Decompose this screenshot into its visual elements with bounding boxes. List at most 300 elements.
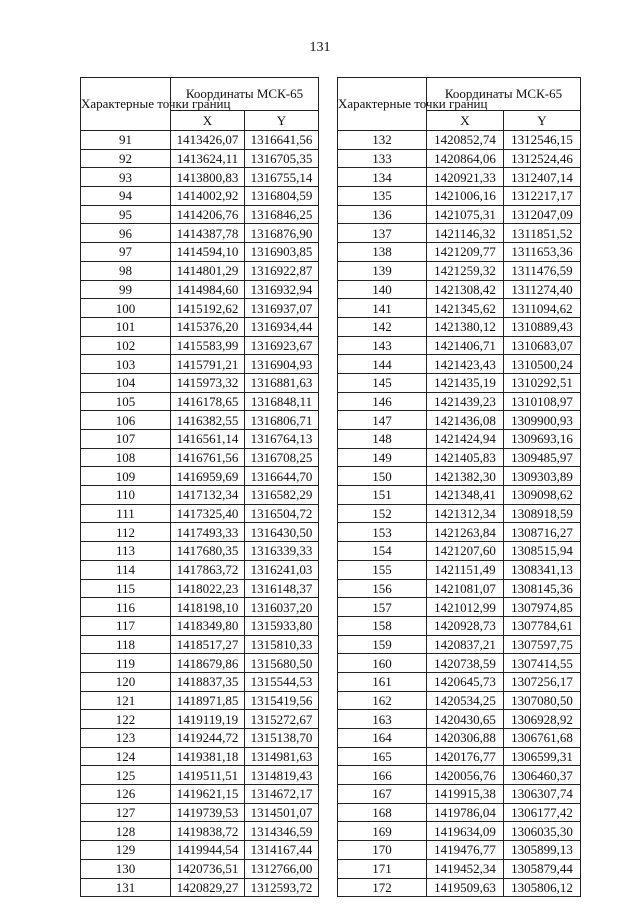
y-coordinate-cell: 1307414,55: [504, 654, 581, 673]
y-coordinate-cell: 1311094,62: [504, 299, 581, 318]
point-number-cell: 93: [81, 168, 171, 187]
point-number-cell: 171: [338, 859, 427, 878]
table-row: [81, 261, 319, 280]
y-coordinate-cell: 1316934,44: [245, 317, 319, 336]
point-number-cell: 92: [81, 149, 171, 168]
x-coordinate-cell: 1419511,51: [171, 766, 245, 785]
table-row: [81, 841, 319, 860]
point-number-cell: 148: [338, 430, 427, 449]
point-number-cell: 96: [81, 224, 171, 243]
point-number-cell: 109: [81, 467, 171, 486]
y-coordinate-cell: 1314501,07: [245, 803, 319, 822]
point-number-cell: 158: [338, 616, 427, 635]
x-coordinate-cell: 1418349,80: [171, 616, 245, 635]
x-coordinate-cell: 1421406,71: [427, 336, 504, 355]
y-coordinate-cell: 1315680,50: [245, 654, 319, 673]
header-points: Характерные точки границ: [338, 78, 427, 131]
y-coordinate-cell: 1316922,87: [245, 261, 319, 280]
table-row: [81, 729, 319, 748]
point-number-cell: 129: [81, 841, 171, 860]
table-row: [338, 149, 581, 168]
point-number-cell: 108: [81, 448, 171, 467]
y-coordinate-cell: 1308918,59: [504, 504, 581, 523]
point-number-cell: 166: [338, 766, 427, 785]
table-row: [81, 205, 319, 224]
table-row: [81, 654, 319, 673]
x-coordinate-cell: 1421423,43: [427, 355, 504, 374]
table-row: [81, 635, 319, 654]
y-coordinate-cell: 1315544,53: [245, 672, 319, 691]
point-number-cell: 97: [81, 243, 171, 262]
x-coordinate-cell: 1421259,32: [427, 261, 504, 280]
point-number-cell: 150: [338, 467, 427, 486]
x-coordinate-cell: 1413800,83: [171, 168, 245, 187]
y-coordinate-cell: 1316504,72: [245, 504, 319, 523]
y-coordinate-cell: 1306599,31: [504, 747, 581, 766]
table-row: [338, 317, 581, 336]
header-y: Y: [504, 111, 581, 131]
x-coordinate-cell: 1421012,99: [427, 598, 504, 617]
y-coordinate-cell: 1316644,70: [245, 467, 319, 486]
y-coordinate-cell: 1314167,44: [245, 841, 319, 860]
point-number-cell: 91: [81, 131, 171, 150]
table-row: [338, 373, 581, 392]
point-number-cell: 145: [338, 373, 427, 392]
x-coordinate-cell: 1419621,15: [171, 785, 245, 804]
x-coordinate-cell: 1416959,69: [171, 467, 245, 486]
y-coordinate-cell: 1316241,03: [245, 560, 319, 579]
table-row: [81, 224, 319, 243]
point-number-cell: 103: [81, 355, 171, 374]
x-coordinate-cell: 1416761,56: [171, 448, 245, 467]
point-number-cell: 118: [81, 635, 171, 654]
y-coordinate-cell: 1316641,56: [245, 131, 319, 150]
page-number: 131: [309, 40, 331, 55]
x-coordinate-cell: 1421146,32: [427, 224, 504, 243]
point-number-cell: 163: [338, 710, 427, 729]
x-coordinate-cell: 1415973,32: [171, 373, 245, 392]
point-number-cell: 112: [81, 523, 171, 542]
table-row: [338, 878, 581, 897]
y-coordinate-cell: 1316339,33: [245, 542, 319, 561]
coordinates-table-left: [80, 77, 319, 897]
x-coordinate-cell: 1419509,63: [427, 878, 504, 897]
y-coordinate-cell: 1312407,14: [504, 168, 581, 187]
table-row: [81, 373, 319, 392]
point-number-cell: 102: [81, 336, 171, 355]
point-number-cell: 123: [81, 729, 171, 748]
y-coordinate-cell: 1307974,85: [504, 598, 581, 617]
x-coordinate-cell: 1419915,38: [427, 785, 504, 804]
point-number-cell: 165: [338, 747, 427, 766]
y-coordinate-cell: 1312217,17: [504, 187, 581, 206]
x-coordinate-cell: 1415192,62: [171, 299, 245, 318]
table-row: [81, 766, 319, 785]
x-coordinate-cell: 1416178,65: [171, 392, 245, 411]
y-coordinate-cell: 1315810,33: [245, 635, 319, 654]
x-coordinate-cell: 1414002,92: [171, 187, 245, 206]
header-points: Характерные точки границ: [81, 78, 171, 131]
point-number-cell: 124: [81, 747, 171, 766]
header-coordinates: Координаты МСК-65: [171, 78, 319, 111]
x-coordinate-cell: 1418022,23: [171, 579, 245, 598]
point-number-cell: 156: [338, 579, 427, 598]
table-row: [81, 560, 319, 579]
x-coordinate-cell: 1414984,60: [171, 280, 245, 299]
x-coordinate-cell: 1421207,60: [427, 542, 504, 561]
point-number-cell: 125: [81, 766, 171, 785]
header-x: X: [171, 111, 245, 131]
x-coordinate-cell: 1419786,04: [427, 803, 504, 822]
y-coordinate-cell: 1306761,68: [504, 729, 581, 748]
table-row: [81, 392, 319, 411]
table-body-left: [81, 131, 319, 897]
table-row: [338, 448, 581, 467]
x-coordinate-cell: 1420738,59: [427, 654, 504, 673]
table-row: [338, 486, 581, 505]
table-row: [338, 579, 581, 598]
x-coordinate-cell: 1421439,23: [427, 392, 504, 411]
table-row: [81, 168, 319, 187]
point-number-cell: 154: [338, 542, 427, 561]
point-number-cell: 128: [81, 822, 171, 841]
y-coordinate-cell: 1309693,16: [504, 430, 581, 449]
y-coordinate-cell: 1312593,72: [245, 878, 319, 897]
y-coordinate-cell: 1307597,75: [504, 635, 581, 654]
table-row: [81, 317, 319, 336]
table-row: [338, 691, 581, 710]
table-row: [338, 336, 581, 355]
y-coordinate-cell: 1309303,89: [504, 467, 581, 486]
point-number-cell: 127: [81, 803, 171, 822]
table-row: [338, 598, 581, 617]
y-coordinate-cell: 1316881,63: [245, 373, 319, 392]
x-coordinate-cell: 1420852,74: [427, 131, 504, 150]
table-row: [338, 224, 581, 243]
x-coordinate-cell: 1421435,19: [427, 373, 504, 392]
point-number-cell: 99: [81, 280, 171, 299]
y-coordinate-cell: 1308716,27: [504, 523, 581, 542]
point-number-cell: 147: [338, 411, 427, 430]
y-coordinate-cell: 1310889,43: [504, 317, 581, 336]
x-coordinate-cell: 1420056,76: [427, 766, 504, 785]
y-coordinate-cell: 1315933,80: [245, 616, 319, 635]
point-number-cell: 151: [338, 486, 427, 505]
table-row: [338, 411, 581, 430]
table-row: [81, 822, 319, 841]
header-y: Y: [245, 111, 319, 131]
table-row: [81, 411, 319, 430]
x-coordinate-cell: 1418679,86: [171, 654, 245, 673]
point-number-cell: 126: [81, 785, 171, 804]
x-coordinate-cell: 1414206,76: [171, 205, 245, 224]
y-coordinate-cell: 1306177,42: [504, 803, 581, 822]
point-number-cell: 172: [338, 878, 427, 897]
x-coordinate-cell: 1421151,49: [427, 560, 504, 579]
point-number-cell: 105: [81, 392, 171, 411]
point-number-cell: 141: [338, 299, 427, 318]
x-coordinate-cell: 1419119,19: [171, 710, 245, 729]
x-coordinate-cell: 1418198,10: [171, 598, 245, 617]
y-coordinate-cell: 1310683,07: [504, 336, 581, 355]
point-number-cell: 132: [338, 131, 427, 150]
y-coordinate-cell: 1316932,94: [245, 280, 319, 299]
point-number-cell: 114: [81, 560, 171, 579]
point-number-cell: 110: [81, 486, 171, 505]
y-coordinate-cell: 1316705,35: [245, 149, 319, 168]
y-coordinate-cell: 1306307,74: [504, 785, 581, 804]
table-row: [81, 542, 319, 561]
y-coordinate-cell: 1307256,17: [504, 672, 581, 691]
x-coordinate-cell: 1420736,51: [171, 859, 245, 878]
y-coordinate-cell: 1306035,30: [504, 822, 581, 841]
point-number-cell: 136: [338, 205, 427, 224]
y-coordinate-cell: 1312766,00: [245, 859, 319, 878]
x-coordinate-cell: 1421263,84: [427, 523, 504, 542]
table-row: [81, 785, 319, 804]
x-coordinate-cell: 1420928,73: [427, 616, 504, 635]
y-coordinate-cell: 1308145,36: [504, 579, 581, 598]
point-number-cell: 139: [338, 261, 427, 280]
x-coordinate-cell: 1421348,41: [427, 486, 504, 505]
x-coordinate-cell: 1417325,40: [171, 504, 245, 523]
table-row: [81, 187, 319, 206]
x-coordinate-cell: 1415583,99: [171, 336, 245, 355]
table-row: [81, 243, 319, 262]
table-row: [338, 729, 581, 748]
x-coordinate-cell: 1421075,31: [427, 205, 504, 224]
table-row: [338, 299, 581, 318]
table-row: [338, 280, 581, 299]
point-number-cell: 111: [81, 504, 171, 523]
header-coordinates: Координаты МСК-65: [427, 78, 581, 111]
point-number-cell: 137: [338, 224, 427, 243]
x-coordinate-cell: 1415791,21: [171, 355, 245, 374]
y-coordinate-cell: 1314819,43: [245, 766, 319, 785]
x-coordinate-cell: 1420306,88: [427, 729, 504, 748]
point-number-cell: 157: [338, 598, 427, 617]
x-coordinate-cell: 1420534,25: [427, 691, 504, 710]
y-coordinate-cell: 1316804,59: [245, 187, 319, 206]
table-row: [338, 672, 581, 691]
table-row: [338, 747, 581, 766]
point-number-cell: 155: [338, 560, 427, 579]
y-coordinate-cell: 1309098,62: [504, 486, 581, 505]
x-coordinate-cell: 1418837,35: [171, 672, 245, 691]
x-coordinate-cell: 1419381,18: [171, 747, 245, 766]
x-coordinate-cell: 1419452,34: [427, 859, 504, 878]
point-number-cell: 131: [81, 878, 171, 897]
table-row: [81, 878, 319, 897]
point-number-cell: 168: [338, 803, 427, 822]
x-coordinate-cell: 1421405,83: [427, 448, 504, 467]
point-number-cell: 149: [338, 448, 427, 467]
y-coordinate-cell: 1314672,17: [245, 785, 319, 804]
table-row: [81, 355, 319, 374]
x-coordinate-cell: 1421380,12: [427, 317, 504, 336]
y-coordinate-cell: 1316904,93: [245, 355, 319, 374]
point-number-cell: 95: [81, 205, 171, 224]
y-coordinate-cell: 1316846,25: [245, 205, 319, 224]
table-row: [338, 766, 581, 785]
point-number-cell: 164: [338, 729, 427, 748]
x-coordinate-cell: 1417132,34: [171, 486, 245, 505]
table-row: [338, 355, 581, 374]
table-row: [338, 560, 581, 579]
x-coordinate-cell: 1417863,72: [171, 560, 245, 579]
x-coordinate-cell: 1417493,33: [171, 523, 245, 542]
point-number-cell: 101: [81, 317, 171, 336]
y-coordinate-cell: 1316806,71: [245, 411, 319, 430]
x-coordinate-cell: 1414801,29: [171, 261, 245, 280]
point-number-cell: 98: [81, 261, 171, 280]
y-coordinate-cell: 1316848,11: [245, 392, 319, 411]
point-number-cell: 115: [81, 579, 171, 598]
point-number-cell: 159: [338, 635, 427, 654]
point-number-cell: 116: [81, 598, 171, 617]
y-coordinate-cell: 1316430,50: [245, 523, 319, 542]
point-number-cell: 113: [81, 542, 171, 561]
table-row: [338, 205, 581, 224]
x-coordinate-cell: 1418517,27: [171, 635, 245, 654]
table-row: [81, 336, 319, 355]
y-coordinate-cell: 1306928,92: [504, 710, 581, 729]
point-number-cell: 142: [338, 317, 427, 336]
y-coordinate-cell: 1311274,40: [504, 280, 581, 299]
table-row: [338, 542, 581, 561]
table-row: [338, 635, 581, 654]
y-coordinate-cell: 1316903,85: [245, 243, 319, 262]
y-coordinate-cell: 1305879,44: [504, 859, 581, 878]
x-coordinate-cell: 1417680,35: [171, 542, 245, 561]
table-row: [81, 448, 319, 467]
point-number-cell: 94: [81, 187, 171, 206]
table-row: [81, 672, 319, 691]
table-row: [81, 579, 319, 598]
table-row: [338, 859, 581, 878]
table-row: [338, 523, 581, 542]
x-coordinate-cell: 1421436,08: [427, 411, 504, 430]
point-number-cell: 169: [338, 822, 427, 841]
table-row: [81, 299, 319, 318]
x-coordinate-cell: 1419244,72: [171, 729, 245, 748]
x-coordinate-cell: 1415376,20: [171, 317, 245, 336]
x-coordinate-cell: 1419838,72: [171, 822, 245, 841]
y-coordinate-cell: 1312524,46: [504, 149, 581, 168]
x-coordinate-cell: 1416382,55: [171, 411, 245, 430]
y-coordinate-cell: 1316708,25: [245, 448, 319, 467]
x-coordinate-cell: 1418971,85: [171, 691, 245, 710]
table-row: [338, 654, 581, 673]
x-coordinate-cell: 1421308,42: [427, 280, 504, 299]
point-number-cell: 117: [81, 616, 171, 635]
x-coordinate-cell: 1413624,11: [171, 149, 245, 168]
y-coordinate-cell: 1311653,36: [504, 243, 581, 262]
y-coordinate-cell: 1305806,12: [504, 878, 581, 897]
point-number-cell: 140: [338, 280, 427, 299]
x-coordinate-cell: 1420645,73: [427, 672, 504, 691]
y-coordinate-cell: 1308341,13: [504, 560, 581, 579]
y-coordinate-cell: 1316876,90: [245, 224, 319, 243]
x-coordinate-cell: 1414594,10: [171, 243, 245, 262]
table-row: [81, 523, 319, 542]
y-coordinate-cell: 1316937,07: [245, 299, 319, 318]
point-number-cell: 153: [338, 523, 427, 542]
table-row: [81, 131, 319, 150]
point-number-cell: 120: [81, 672, 171, 691]
table-row: [338, 392, 581, 411]
point-number-cell: 161: [338, 672, 427, 691]
table-row: [81, 504, 319, 523]
point-number-cell: 146: [338, 392, 427, 411]
y-coordinate-cell: 1310108,97: [504, 392, 581, 411]
table-row: [338, 168, 581, 187]
x-coordinate-cell: 1420837,21: [427, 635, 504, 654]
x-coordinate-cell: 1421081,07: [427, 579, 504, 598]
point-number-cell: 160: [338, 654, 427, 673]
coordinates-table-right: [337, 77, 581, 897]
point-number-cell: 170: [338, 841, 427, 860]
y-coordinate-cell: 1315272,67: [245, 710, 319, 729]
table-row: [338, 822, 581, 841]
point-number-cell: 133: [338, 149, 427, 168]
y-coordinate-cell: 1315419,56: [245, 691, 319, 710]
x-coordinate-cell: 1419476,77: [427, 841, 504, 860]
y-coordinate-cell: 1310500,24: [504, 355, 581, 374]
y-coordinate-cell: 1307080,50: [504, 691, 581, 710]
y-coordinate-cell: 1309485,97: [504, 448, 581, 467]
point-number-cell: 119: [81, 654, 171, 673]
table-row: [81, 598, 319, 617]
table-row: [338, 504, 581, 523]
table-row: [338, 467, 581, 486]
table-row: [81, 280, 319, 299]
x-coordinate-cell: 1420176,77: [427, 747, 504, 766]
point-number-cell: 152: [338, 504, 427, 523]
x-coordinate-cell: 1421382,30: [427, 467, 504, 486]
y-coordinate-cell: 1306460,37: [504, 766, 581, 785]
y-coordinate-cell: 1308515,94: [504, 542, 581, 561]
point-number-cell: 122: [81, 710, 171, 729]
table-row: [338, 803, 581, 822]
x-coordinate-cell: 1419944,54: [171, 841, 245, 860]
y-coordinate-cell: 1305899,13: [504, 841, 581, 860]
y-coordinate-cell: 1311476,59: [504, 261, 581, 280]
y-coordinate-cell: 1314981,63: [245, 747, 319, 766]
table-row: [338, 616, 581, 635]
x-coordinate-cell: 1419634,09: [427, 822, 504, 841]
y-coordinate-cell: 1314346,59: [245, 822, 319, 841]
table-row: [338, 131, 581, 150]
table-row: [338, 243, 581, 262]
point-number-cell: 135: [338, 187, 427, 206]
x-coordinate-cell: 1416561,14: [171, 430, 245, 449]
x-coordinate-cell: 1420921,33: [427, 168, 504, 187]
x-coordinate-cell: 1420430,65: [427, 710, 504, 729]
table-row: [81, 430, 319, 449]
x-coordinate-cell: 1413426,07: [171, 131, 245, 150]
y-coordinate-cell: 1315138,70: [245, 729, 319, 748]
x-coordinate-cell: 1414387,78: [171, 224, 245, 243]
point-number-cell: 162: [338, 691, 427, 710]
table-row: [81, 486, 319, 505]
x-coordinate-cell: 1420864,06: [427, 149, 504, 168]
y-coordinate-cell: 1316037,20: [245, 598, 319, 617]
point-number-cell: 167: [338, 785, 427, 804]
table-row: [81, 859, 319, 878]
point-number-cell: 100: [81, 299, 171, 318]
table-row: [338, 187, 581, 206]
